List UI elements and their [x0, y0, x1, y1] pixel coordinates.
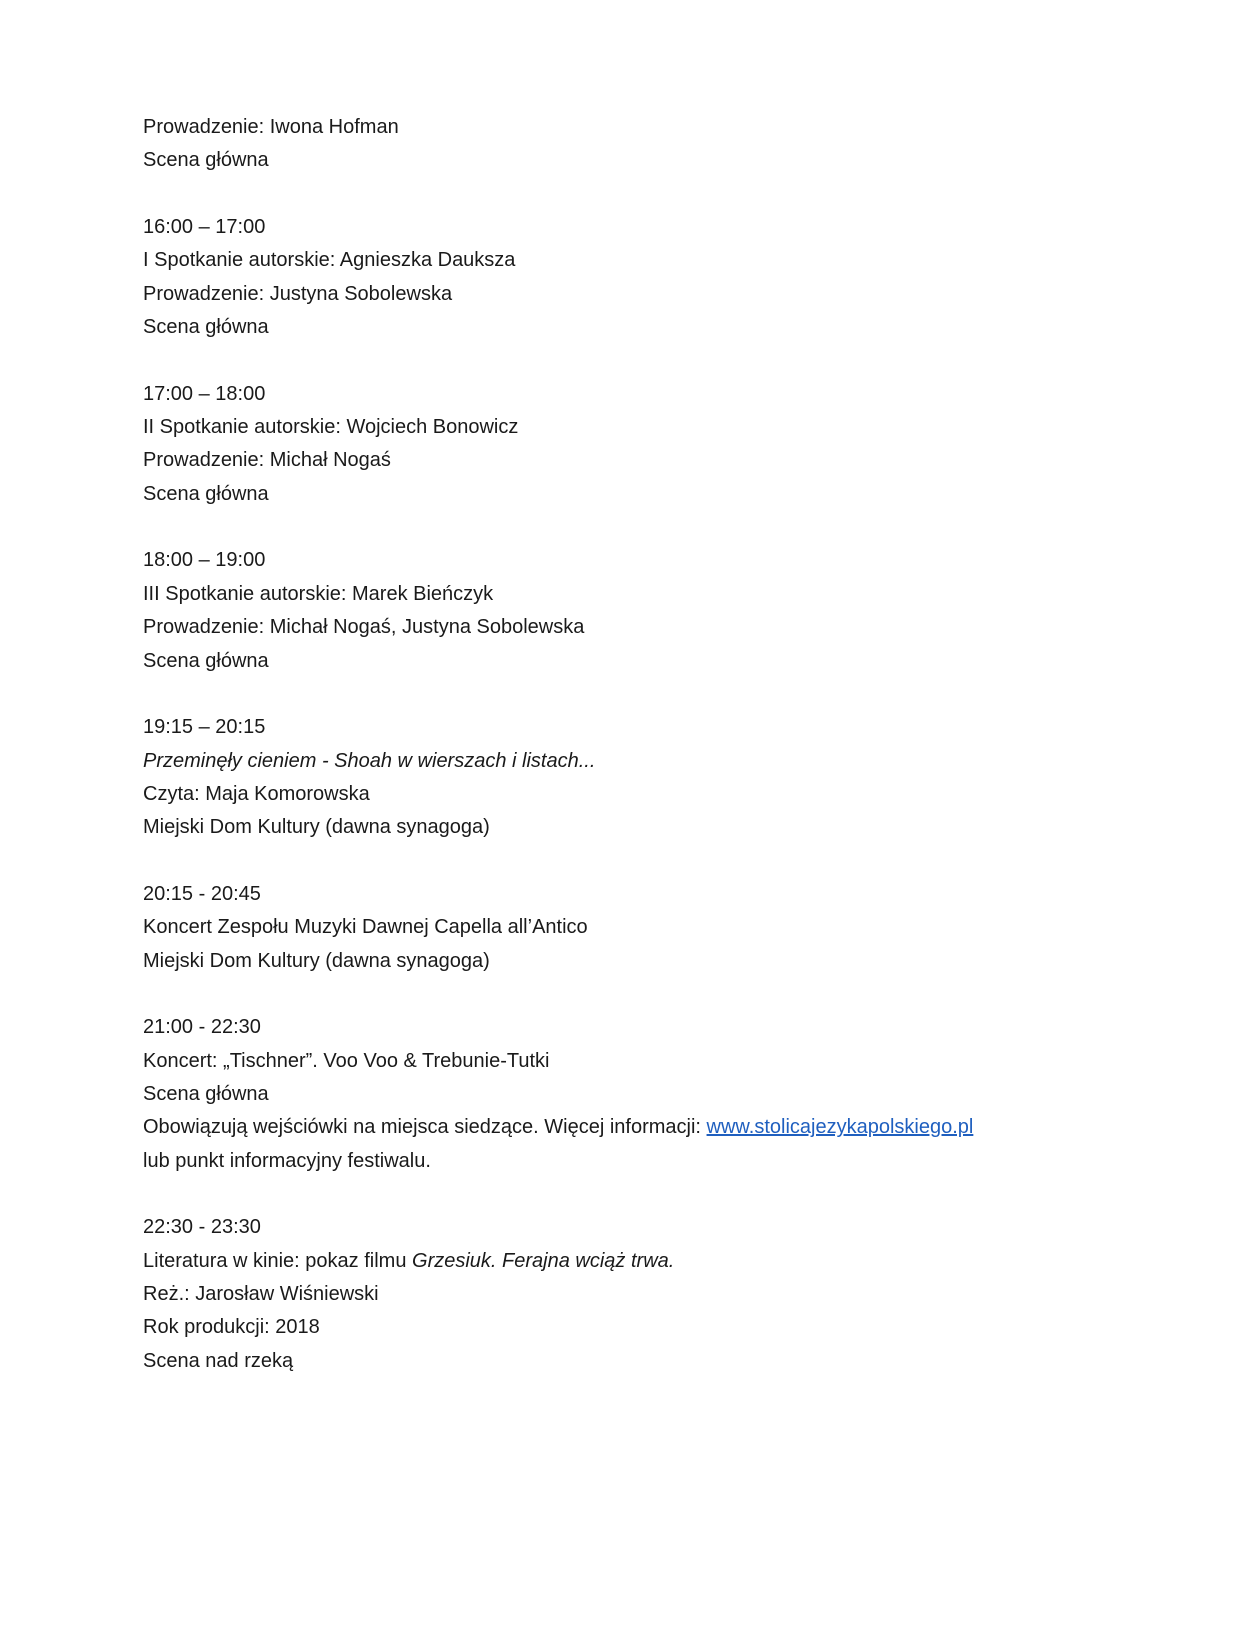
- event-host: Prowadzenie: Justyna Sobolewska: [143, 282, 453, 305]
- event-info-continued: lub punkt informacyjny festiwalu.: [143, 1149, 431, 1172]
- event-venue: Scena nad rzeką: [143, 1349, 294, 1372]
- event-venue: Scena główna: [143, 1082, 269, 1105]
- festival-website-link[interactable]: www.stolicajezykapolskiego.pl: [706, 1116, 974, 1139]
- event-host: Prowadzenie: Michał Nogaś, Justyna Sobolewska: [143, 616, 585, 639]
- event-venue: Scena główna: [143, 649, 269, 672]
- event-time: 16:00 – 17:00: [143, 216, 266, 239]
- event-time: 20:15 - 20:45: [143, 882, 261, 905]
- event-venue: Scena główna: [143, 482, 269, 505]
- event-time: 18:00 – 19:00: [143, 549, 266, 572]
- event-time: 17:00 – 18:00: [143, 382, 266, 405]
- event-title: II Spotkanie autorskie: Wojciech Bonowicz: [143, 416, 519, 439]
- event-title: Literatura w kinie: pokaz filmu: [143, 1249, 413, 1272]
- event-venue: Miejski Dom Kultury (dawna synagoga): [143, 816, 490, 839]
- event-reader: Czyta: Maja Komorowska: [143, 782, 370, 805]
- event-title: Przeminęły cieniem - Shoah w wierszach i listach...: [143, 749, 596, 772]
- event-title: III Spotkanie autorskie: Marek Bieńczyk: [143, 582, 494, 605]
- event-2: [143, 378, 1143, 511]
- event-1: [143, 211, 1143, 344]
- event-venue: Miejski Dom Kultury (dawna synagoga): [143, 949, 490, 972]
- event-5: [143, 878, 1143, 978]
- event-info: Obowiązują wejściówki na miejsca siedzące. Więcej informacji:: [143, 1116, 707, 1139]
- film-title: Grzesiuk. Ferajna wciąż trwa.: [412, 1249, 675, 1272]
- event-year: Rok produkcji: 2018: [143, 1316, 320, 1339]
- event-time: 19:15 – 20:15: [143, 716, 266, 739]
- venue: Scena główna: [143, 149, 269, 172]
- event-7: [143, 1211, 1143, 1378]
- event-director: Reż.: Jarosław Wiśniewski: [143, 1283, 379, 1306]
- event-time: 21:00 - 22:30: [143, 1016, 261, 1039]
- event-host: Prowadzenie: Michał Nogaś: [143, 449, 391, 472]
- event-6: [143, 1011, 1143, 1178]
- event-title: Koncert Zespołu Muzyki Dawnej Capella all’Antico: [143, 916, 588, 939]
- event-venue: Scena główna: [143, 316, 269, 339]
- event-title: I Spotkanie autorskie: Agnieszka Dauksza: [143, 249, 516, 272]
- event-4: [143, 711, 1143, 844]
- event-3: [143, 544, 1143, 677]
- document-page: [143, 111, 1143, 1378]
- event-time: 22:30 - 23:30: [143, 1216, 261, 1239]
- event-title: Koncert: „Tischner”. Voo Voo & Trebunie-Tutki: [143, 1049, 550, 1072]
- host: Prowadzenie: Iwona Hofman: [143, 116, 399, 138]
